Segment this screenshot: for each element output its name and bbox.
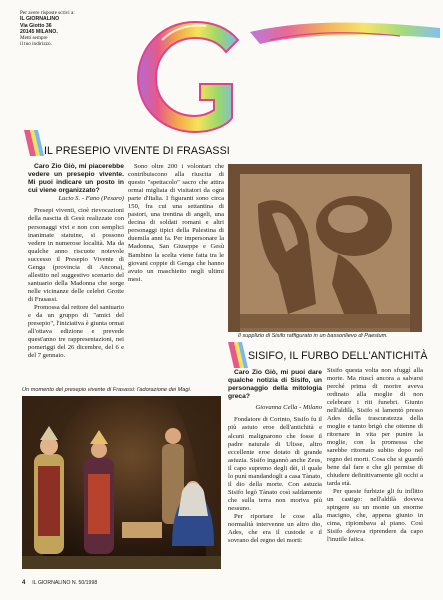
article1-question: Caro Zio Giò, mi piacerebbe vedere un presepio vivente. Mi puoi indicare un posto in cui viene organizzato? (28, 163, 124, 195)
address-line-1: IL GIORNALINO (20, 16, 60, 23)
article1-heading: IL PRESEPIO VIVENTE DI FRASASSI (44, 145, 230, 157)
article2-signature: Giovanna Cella - Milano (255, 404, 322, 412)
article2-paragraph: Per riportare le cose alla normalità intervenne un altro dio, Ades, che era il custode e il sovrano del regno dei morti: (228, 512, 322, 545)
article1-column-2 (128, 163, 224, 284)
article1-paragraph: Sono oltre 200 i volontari che contribuiscono alla riuscita di questo "spettacolo" sacro che attira ormai migliaia di visitatori da ogni parte d'Italia. I figuranti sono circa 150, fra cui una settantina di pastori, una trentina di angeli, una decina di soldati romani e altri personaggi tipici della Palestina di duemila anni fa. Per impersonare la Madonna, San Giuseppe e Gesù Bambino la scelta viene fatta tra le giovani coppie di Genga che hanno avuto un maschietto negli ultimi mesi. (128, 163, 224, 283)
rainbow-stripe-icon (226, 340, 248, 370)
article2-heading: SISIFO, IL FURBO DELL'ANTICHITÀ (248, 350, 428, 362)
publication-issue: IL GIORNALINO N. 50/1998 (32, 580, 98, 586)
page-number: 4 (22, 580, 26, 586)
address-line-4: Metti sempre (20, 35, 48, 42)
address-line-2: Via Giotto 36 (20, 22, 52, 29)
article2-photo-caption: Il supplizio di Sisifo raffigurato in un bassorilievo di Paestum. (238, 333, 388, 339)
article1-photo-caption: Un momento del presepio vivente di Frasassi: l'adorazione dei Magi. (22, 387, 192, 393)
article1-paragraph: Presepi viventi, cioè rievocazioni della nascita di Gesù realizzate con personaggi vivi e non con semplici inanimate statuine, si possono vedere in numerose località. Ma da qualche anno riscuote notevole successo il Presepio Vivente di Genga (provincia di Ancona), allestito nel suggestivo scenario del santuario della Madonna che sorge nelle vicinanze delle celebri Grotte di Frasassi. (28, 207, 124, 303)
address-intro: Per avere risposte scrivi a: (20, 10, 75, 16)
rainbow-g-logo (100, 0, 443, 140)
article2-question: Caro Zio Giò, mi puoi dare qualche notizia di Sisifo, un personaggio della mitologia greca? (228, 369, 322, 401)
article1-paragraph: Promossa dal rettore del santuario e da un gruppo di "amici del presepio", l'iniziativa è giunta ormai all'ottava edizione e prevede quest'anno tre rappresentazioni, nei pomeriggi del 26 dicembre, del 6 e del 7 gennaio. (28, 303, 124, 360)
logo-g-shape (138, 22, 238, 132)
article2-column-1 (228, 369, 322, 545)
rainbow-stripe-icon (22, 128, 44, 158)
nativity-photo (22, 396, 221, 569)
footer (22, 580, 97, 586)
article2-paragraph: Fondatore di Corinto, Sisifo fu il più astuto eroe dell'antichità e alcuni malignarono che fosse il padre naturale di Ulisse, altro eccellente eroe dotato di grande astuzia. Sisifo ingannò anche Zeus, il capo supremo degli dèi, il quale lo punì mandandogli a casa Tànato, il dio della morte. Con astuzia Sisifo legò Tànato così saldamente che sulla terra non moriva più nessuno. (228, 416, 322, 512)
paestum-relief-photo (228, 164, 422, 332)
article1-signature: Lucio S. - Fano (Pesaro) (58, 195, 124, 203)
address-box (20, 10, 110, 48)
article1-column-1 (28, 163, 124, 360)
article2-column-2 (327, 367, 423, 544)
article2-paragraph: Per queste furbizie gli fu inflitto un castigo: nell'aldilà doveva spingere su un monte un enorme macigno, che, appena giunto in cima, ripiombava al piano. Così Sisifo doveva riprendere da capo l'inutile fatica. (327, 487, 423, 543)
address-line-5: il tuo indirizzo. (20, 41, 52, 48)
address-line-3: 20145 MILANO. (20, 28, 58, 35)
article2-paragraph: Sisifo questa volta non sfuggì alla morte. Ma riuscì ancora a salvarsi perché prima di morire aveva ordinato alla moglie di non celebrare i riti funebri. Giunto nell'aldilà, Sisifo si lamentò presso Ades della trascuratezza della moglie e tanto brigò che ottenne di ritornare in vita per punire la moglie, con la promessa che sarebbe ritornato subito dopo nel regno dei morti. Cosa che si guardò bene dal fare e che gli permise di chiudere definitivamente gli occhi a tarda età. (327, 367, 423, 487)
logo-letter: G (180, 90, 188, 101)
